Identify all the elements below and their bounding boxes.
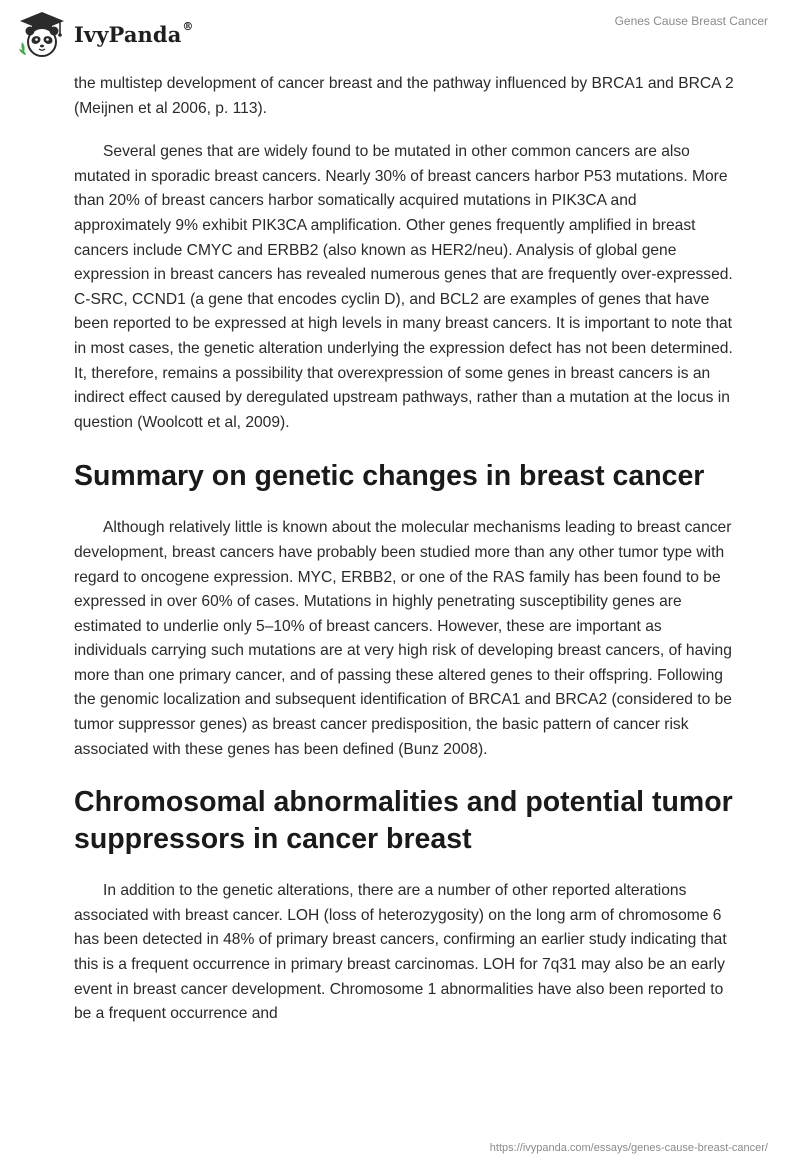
brand-logo[interactable] [16,8,194,60]
document-title: Genes Cause Breast Cancer [614,14,768,28]
essay-content [74,72,734,1027]
paragraph-summary: Although relatively little is known about the molecular mechanisms leading to breast cancer development, breast cancers have probably been studied more than any other tumor type with regard to oncogene expression. MYC, ERBB2, or one of the RAS family has been found to be expressed in over 60% of cases. Mutations in highly penetrating susceptibility genes are estimated to underlie only 5–10% of breast cancers. However, these are important as individuals carrying such mutations are at very high risk of developing breast cancers, of having more than one primary cancer, and of passing these altered genes to their offspring. Following the genomic localization and subsequent identification of BRCA1 and BRCA2 (considered to be tumor suppressor genes) as breast cancer predisposition, the basic pattern of cancer risk associated with these genes has been defined (Bunz 2008). [74,519,732,758]
paragraph-genes-mutated: Several genes that are widely found to be mutated in other common cancers are also mutated in sporadic breast cancers. Nearly 30% of breast cancers harbor P53 mutations. More than 20% of breast cancers harbor somatically acquired mutations in PIK3CA and approximately 9% exhibit PIK3CA amplification. Other genes frequently amplified in breast cancers include CMYC and ERBB2 (also known as HER2/neu). Analysis of global gene expression in breast cancers has revealed numerous genes that are frequently over-expressed. C-SRC, CCND1 (a gene that encodes cyclin D), and BCL2 are examples of genes that have been reported to be expressed at high levels in many breast cancers. It is important to note that in most cases, the genetic alteration underlying the expression defect has not been determined. It, therefore, remains a possibility that overexpression of some genes in breast cancers is an indirect effect caused by deregulated upstream pathways, rather than a mutation at the locus in question (Woolcott et al, 2009). [74,143,733,431]
panda-graduation-cap-icon [16,8,68,60]
paragraph-chromosomal: In addition to the genetic alterations, there are a number of other reported alterations associated with breast cancer. LOH (loss of heterozygosity) on the long arm of chromosome 6 has been detected in 48% of primary breast cancers, confirming an earlier study indicating that this is a frequent occurrence in primary breast carcinomas. LOH for 7q31 may also be an early event in breast cancer development. Chromosome 1 abnormalities have also been reported to be a frequent occurrence and [74,882,727,1023]
brand-name: IvyPanda® [74,19,194,47]
section-heading-summary: Summary on genetic changes in breast cancer [74,460,705,493]
section-heading-chromosomal: Chromosomal abnormalities and potential tumor suppressors in cancer breast [74,786,733,856]
page-header [0,0,800,72]
registered-mark: ® [182,19,194,33]
source-url[interactable]: https://ivypanda.com/essays/genes-cause-breast-cancer/ [489,1142,768,1154]
paragraph-continued: the multistep development of cancer breast and the pathway influenced by BRCA1 and BRCA 2 (Meijnen et al 2006, p. 113). [74,75,734,117]
